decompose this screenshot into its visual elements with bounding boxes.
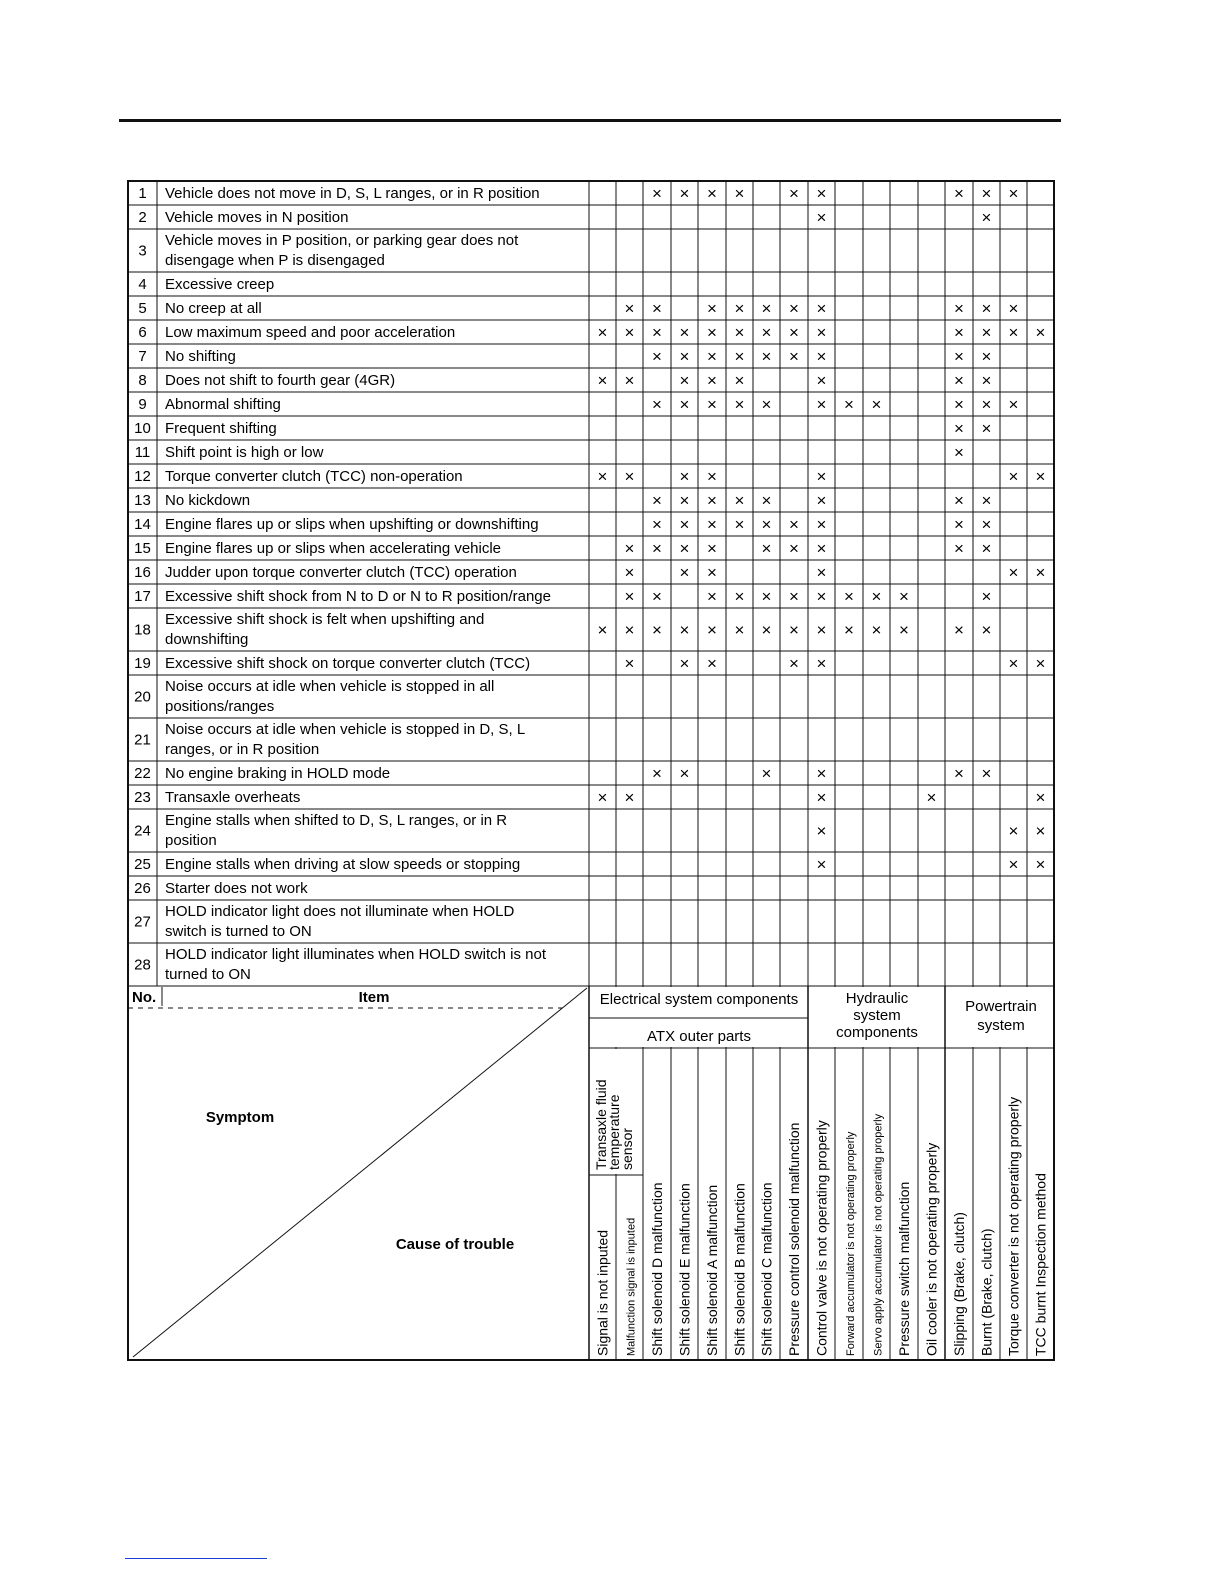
cause-mark: × — [761, 515, 772, 534]
symptom-text: No kickdown — [165, 492, 251, 509]
cause-mark: × — [789, 654, 799, 673]
cause-mark: × — [679, 491, 690, 510]
cause-mark: × — [597, 323, 608, 342]
cause-mark: × — [954, 491, 964, 510]
cause-mark: × — [679, 323, 690, 342]
footer-link-underline — [125, 1558, 267, 1559]
cause-label-14: Burnt (Brake, clutch) — [978, 1228, 995, 1356]
cause-mark: × — [816, 515, 827, 534]
cause-mark: × — [624, 467, 635, 486]
tft-sensor-label: Transaxle fluid — [593, 1079, 609, 1170]
cause-mark: × — [652, 395, 662, 414]
cause-mark: × — [789, 587, 799, 606]
symptom-text: Torque converter clutch (TCC) non-operation — [165, 468, 463, 485]
cause-mark: × — [871, 620, 882, 640]
cause-mark: × — [652, 587, 662, 606]
cause-mark: × — [734, 371, 745, 390]
cause-mark: × — [1035, 788, 1046, 807]
cause-mark: × — [926, 788, 937, 807]
cause-mark: × — [1008, 855, 1019, 874]
cause-mark: × — [981, 515, 992, 534]
cause-mark: × — [707, 371, 717, 390]
cause-mark: × — [816, 788, 827, 807]
cause-mark: × — [707, 184, 717, 203]
row-number: 17 — [134, 588, 151, 605]
cause-mark: × — [981, 371, 992, 390]
cause-mark: × — [707, 467, 717, 486]
symptom-text: disengage when P is disengaged — [165, 252, 385, 269]
symptom-text: HOLD indicator light illuminates when HOLD switch is not — [165, 946, 546, 963]
row-number: 22 — [134, 765, 151, 782]
symptom-text: Abnormal shifting — [165, 396, 281, 413]
cause-mark: × — [707, 299, 717, 318]
cause-mark: × — [761, 491, 772, 510]
cause-mark: × — [707, 347, 717, 366]
symptom-text: positions/ranges — [165, 698, 275, 715]
cause-mark: × — [816, 371, 827, 390]
group-powertrain: Powertrain — [965, 998, 1037, 1015]
cause-mark: × — [871, 587, 882, 606]
cause-mark: × — [652, 347, 662, 366]
symptom-text: No shifting — [165, 348, 236, 365]
cause-mark: × — [844, 395, 854, 414]
symptom-text: Excessive shift shock is felt when upshifting and — [165, 611, 485, 628]
symptom-text: turned to ON — [165, 966, 251, 983]
cause-mark: × — [1008, 467, 1019, 486]
cause-mark: × — [816, 347, 827, 366]
cause-mark: × — [954, 347, 964, 366]
cause-mark: × — [816, 764, 827, 783]
cause-mark: × — [734, 491, 745, 510]
cause-mark: × — [981, 419, 992, 438]
cause-mark: × — [1035, 467, 1046, 486]
cause-label-9: Forward accumulator is not operating properly — [845, 1131, 857, 1356]
cause-mark: × — [734, 323, 745, 342]
symptom-text: Engine flares up or slips when upshifting or downshifting — [165, 516, 539, 533]
row-number: 15 — [134, 540, 151, 557]
cause-mark: × — [761, 587, 772, 606]
symptom-text: Frequent shifting — [165, 420, 277, 437]
cause-mark: × — [707, 587, 717, 606]
cause-mark: × — [981, 299, 992, 318]
cause-mark: × — [981, 208, 992, 227]
cause-mark: × — [679, 764, 690, 783]
cause-mark: × — [954, 395, 964, 414]
cause-mark: × — [679, 184, 690, 203]
cause-mark: × — [981, 620, 992, 640]
cause-mark: × — [652, 515, 662, 534]
cause-mark: × — [734, 587, 745, 606]
cause-mark: × — [597, 371, 608, 390]
row-number: 9 — [138, 396, 147, 413]
cause-mark: × — [789, 184, 799, 203]
cause-mark: × — [679, 467, 690, 486]
cause-label-12: Oil cooler is not operating properly — [923, 1142, 940, 1356]
item-label: Item — [358, 989, 390, 1006]
symptom-text: Excessive shift shock on torque converter clutch (TCC) — [165, 655, 531, 672]
cause-mark: × — [816, 395, 827, 414]
symptom-text: Noise occurs at idle when vehicle is stopped in all — [165, 678, 495, 695]
cause-label-11: Pressure switch malfunction — [896, 1181, 912, 1356]
symptom-text: downshifting — [165, 631, 249, 648]
cause-mark: × — [816, 654, 827, 673]
cause-mark: × — [707, 395, 717, 414]
cause-label-16: TCC burnt Inspection method — [1032, 1173, 1049, 1356]
cause-mark: × — [981, 347, 992, 366]
cause-mark: × — [624, 539, 635, 558]
header-diagonal — [133, 988, 587, 1357]
cause-mark: × — [981, 323, 992, 342]
cause-mark: × — [1008, 184, 1019, 203]
symptom-text: switch is turned to ON — [165, 923, 312, 940]
cause-mark: × — [679, 539, 690, 558]
cause-mark: × — [954, 371, 964, 390]
symptom-text: Noise occurs at idle when vehicle is stopped in D, S, L — [165, 721, 526, 738]
row-number: 2 — [138, 209, 147, 226]
cause-mark: × — [844, 587, 854, 606]
cause-mark: × — [624, 620, 635, 640]
cause-label-6: Shift solenoid C malfunction — [758, 1182, 775, 1356]
cause-mark: × — [816, 821, 827, 841]
cause-label: Cause of trouble — [395, 1236, 515, 1253]
cause-mark: × — [624, 654, 635, 673]
cause-label-8: Control valve is not operating properly — [813, 1120, 830, 1356]
cause-mark: × — [734, 395, 745, 414]
cause-mark: × — [981, 491, 992, 510]
cause-mark: × — [624, 371, 635, 390]
symptom-text: Shift point is high or low — [165, 444, 324, 461]
row-number: 14 — [134, 516, 151, 533]
cause-label-3: Shift solenoid E malfunction — [676, 1183, 693, 1356]
symptom-text: Transaxle overheats — [165, 789, 301, 806]
cause-mark: × — [1035, 654, 1046, 673]
cause-mark: × — [816, 491, 827, 510]
cause-mark: × — [624, 323, 635, 342]
row-number: 12 — [134, 468, 151, 485]
group-electrical: Electrical system components — [599, 991, 799, 1008]
row-number: 7 — [138, 348, 147, 365]
row-number: 20 — [134, 688, 151, 706]
row-number: 18 — [134, 621, 151, 639]
cause-mark: × — [597, 788, 608, 807]
row-number: 26 — [134, 880, 151, 897]
cause-mark: × — [954, 515, 964, 534]
row-number: 5 — [138, 300, 147, 317]
cause-mark: × — [954, 443, 964, 462]
cause-mark: × — [816, 208, 827, 227]
cause-mark: × — [624, 299, 635, 318]
cause-mark: × — [954, 299, 964, 318]
cause-mark: × — [981, 539, 992, 558]
cause-mark: × — [761, 764, 772, 783]
row-number: 21 — [134, 731, 151, 749]
cause-mark: × — [1008, 299, 1019, 318]
cause-mark: × — [652, 620, 662, 640]
symptom-text: ranges, or in R position — [165, 741, 320, 758]
symptom-text: Does not shift to fourth gear (4GR) — [165, 372, 396, 389]
cause-mark: × — [789, 299, 799, 318]
cause-mark: × — [954, 539, 964, 558]
cause-mark: × — [734, 347, 745, 366]
cause-mark: × — [816, 184, 827, 203]
cause-mark: × — [981, 764, 992, 783]
row-number: 10 — [134, 420, 151, 437]
cause-mark: × — [816, 620, 827, 640]
row-number: 27 — [134, 913, 151, 931]
cause-label-0: Signal is not inputed — [594, 1229, 611, 1356]
cause-mark: × — [734, 515, 745, 534]
symptom-text: Judder upon torque converter clutch (TCC) operation — [165, 564, 517, 581]
symptom-text: Engine stalls when driving at slow speeds or stopping — [165, 856, 521, 873]
cause-mark: × — [816, 563, 827, 582]
cause-mark: × — [789, 515, 799, 534]
cause-mark: × — [679, 371, 690, 390]
row-number: 25 — [134, 856, 151, 873]
cause-label-7: Pressure control solenoid malfunction — [786, 1122, 802, 1356]
cause-mark: × — [1035, 821, 1046, 841]
cause-mark: × — [652, 491, 662, 510]
cause-mark: × — [789, 323, 799, 342]
cause-mark: × — [652, 299, 662, 318]
cause-mark: × — [707, 515, 717, 534]
cause-label-5: Shift solenoid B malfunction — [731, 1183, 748, 1356]
cause-mark: × — [597, 467, 608, 486]
cause-label-2: Shift solenoid D malfunction — [649, 1182, 665, 1356]
row-number: 16 — [134, 564, 151, 581]
symptom-text: Engine stalls when shifted to D, S, L ranges, or in R — [165, 812, 508, 829]
cause-mark: × — [954, 620, 964, 640]
cause-mark: × — [652, 764, 662, 783]
cause-mark: × — [679, 347, 690, 366]
cause-mark: × — [954, 323, 964, 342]
group-hydraulic: system — [853, 1007, 901, 1024]
cause-mark: × — [734, 299, 745, 318]
cause-mark: × — [679, 620, 690, 640]
cause-mark: × — [981, 184, 992, 203]
row-number: 8 — [138, 372, 147, 389]
symptom-text: position — [165, 832, 217, 849]
row-number: 23 — [134, 789, 151, 806]
cause-mark: × — [652, 539, 662, 558]
cause-mark: × — [789, 347, 799, 366]
cause-mark: × — [707, 539, 717, 558]
symptom-text: Starter does not work — [165, 880, 308, 897]
cause-mark: × — [679, 563, 690, 582]
row-number: 19 — [134, 655, 151, 672]
cause-mark: × — [954, 764, 964, 783]
row-number: 13 — [134, 492, 151, 509]
cause-mark: × — [761, 323, 772, 342]
cause-mark: × — [761, 347, 772, 366]
row-number: 4 — [138, 276, 147, 293]
cause-mark: × — [707, 323, 717, 342]
cause-mark: × — [844, 620, 854, 640]
cause-mark: × — [679, 515, 690, 534]
row-number: 28 — [134, 956, 151, 974]
cause-mark: × — [1008, 395, 1019, 414]
cause-mark: × — [816, 587, 827, 606]
cause-mark: × — [624, 587, 635, 606]
cause-mark: × — [816, 323, 827, 342]
cause-mark: × — [871, 395, 882, 414]
cause-mark: × — [597, 620, 608, 640]
cause-mark: × — [679, 395, 690, 414]
no-label: No. — [132, 989, 157, 1006]
symptom-text: Excessive shift shock from N to D or N to R position/range — [165, 588, 551, 605]
cause-label-13: Slipping (Brake, clutch) — [951, 1212, 967, 1356]
row-number: 1 — [138, 185, 147, 202]
cause-mark: × — [899, 620, 909, 640]
symptom-text: Vehicle moves in N position — [165, 209, 349, 226]
cause-mark: × — [899, 587, 909, 606]
cause-mark: × — [789, 620, 799, 640]
cause-mark: × — [707, 620, 717, 640]
row-number: 24 — [134, 822, 151, 840]
cause-mark: × — [789, 539, 799, 558]
cause-mark: × — [761, 395, 772, 414]
cause-mark: × — [954, 184, 964, 203]
symptom-text: Engine flares up or slips when accelerating vehicle — [165, 540, 502, 557]
symptom-label: Symptom — [205, 1109, 275, 1126]
cause-mark: × — [1008, 654, 1019, 673]
cause-label-10: Servo apply accumulator is not operating properly — [872, 1113, 885, 1356]
cause-mark: × — [816, 855, 827, 874]
cause-mark: × — [707, 654, 717, 673]
tft-sensor-label: temperature — [606, 1094, 622, 1170]
symptom-text: Excessive creep — [165, 276, 275, 293]
cause-label-15: Torque converter is not operating properly — [1005, 1096, 1022, 1356]
cause-mark: × — [761, 299, 772, 318]
symptom-text: HOLD indicator light does not illuminate when HOLD — [165, 903, 515, 920]
cause-mark: × — [1035, 563, 1046, 582]
cause-mark: × — [981, 395, 992, 414]
cause-mark: × — [707, 563, 717, 582]
cause-mark: × — [652, 184, 662, 203]
symptom-text: Vehicle does not move in D, S, L ranges, or in R position — [165, 185, 540, 202]
cause-mark: × — [624, 788, 635, 807]
cause-mark: × — [816, 539, 827, 558]
row-number: 3 — [138, 242, 147, 260]
cause-label-1: Malfunction signal is inputed — [625, 1217, 638, 1356]
row-number: 6 — [138, 324, 147, 341]
row-number: 11 — [134, 444, 151, 461]
cause-mark: × — [679, 654, 690, 673]
cause-mark: × — [954, 419, 964, 438]
cause-mark: × — [816, 299, 827, 318]
symptom-text: Low maximum speed and poor acceleration — [165, 324, 456, 341]
symptom-text: Vehicle moves in P position, or parking gear does not — [165, 232, 519, 249]
cause-mark: × — [734, 620, 745, 640]
cause-mark: × — [761, 539, 772, 558]
cause-mark: × — [1008, 323, 1019, 342]
cause-mark: × — [734, 184, 745, 203]
cause-mark: × — [981, 587, 992, 606]
cause-mark: × — [1035, 855, 1046, 874]
group-hydraulic: components — [836, 1024, 918, 1041]
tft-sensor-label: sensor — [619, 1127, 635, 1170]
cause-mark: × — [1008, 821, 1019, 841]
group-powertrain: system — [977, 1017, 1025, 1034]
cause-mark: × — [761, 620, 772, 640]
cause-mark: × — [707, 491, 717, 510]
group-hydraulic: Hydraulic — [845, 990, 909, 1007]
symptom-text: No engine braking in HOLD mode — [165, 765, 391, 782]
group-atx-outer-parts: ATX outer parts — [647, 1028, 751, 1045]
cause-mark: × — [652, 323, 662, 342]
symptom-text: No creep at all — [165, 300, 262, 317]
cause-mark: × — [624, 563, 635, 582]
cause-mark: × — [1008, 563, 1019, 582]
cause-mark: × — [816, 467, 827, 486]
cause-label-4: Shift solenoid A malfunction — [704, 1184, 720, 1356]
cause-mark: × — [1035, 323, 1046, 342]
